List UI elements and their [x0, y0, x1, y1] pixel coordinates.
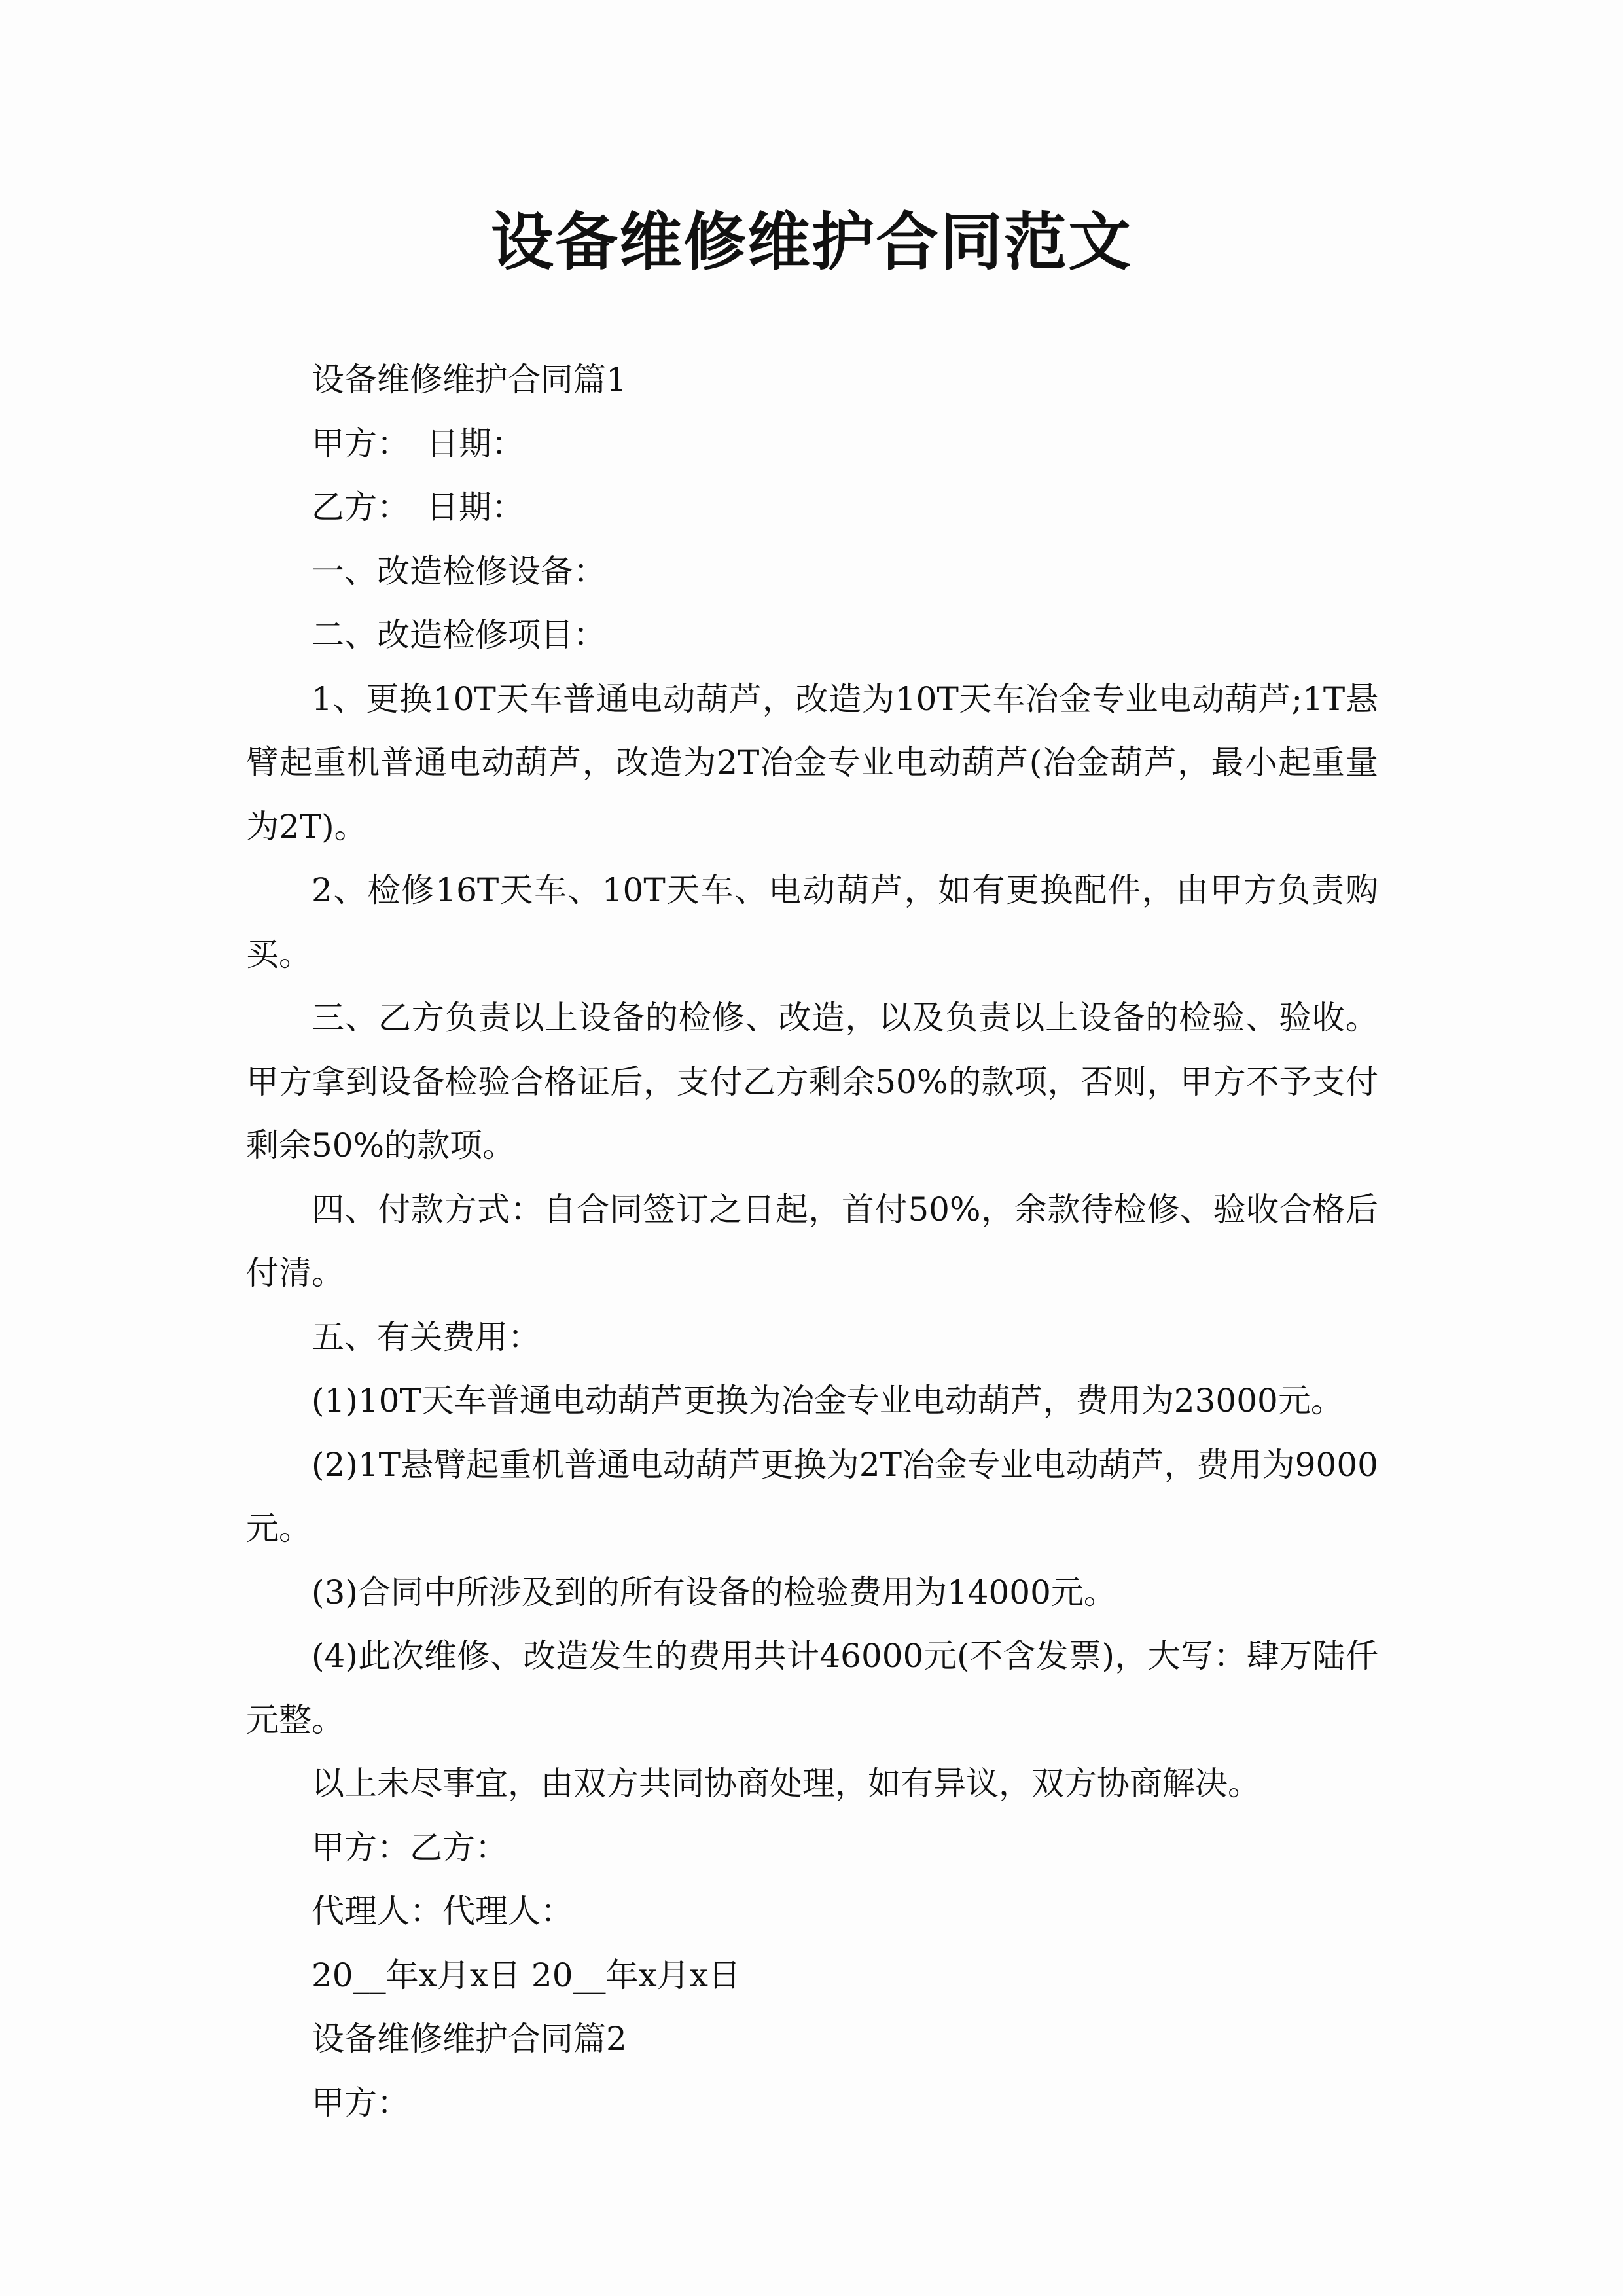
- clause-5-fees: 五、有关费用：: [312, 1318, 541, 1356]
- party-a-date-line: 甲方： 日期：: [312, 424, 524, 463]
- signature-dates: 20__年x月x日 20__年x月x日: [312, 1956, 741, 1994]
- item-1-replacement: 1、更换10T天车普通电动葫芦，改造为10T天车冶金专业电动葫芦;1T悬臂起重机普通电动葫芦，改造为2T冶金专业电动葫芦(冶金葫芦，最小起重量为2T)。: [246, 679, 1378, 846]
- clause-4-payment: 四、付款方式：自合同签订之日起，首付50%，余款待检修、验收合格后付清。: [246, 1190, 1378, 1292]
- clause-3-responsibility: 三、乙方负责以上设备的检修、改造，以及负责以上设备的检验、验收。甲方拿到设备检验合格证后，支付乙方剩余50%的款项，否则，甲方不予支付剩余50%的款项。: [246, 999, 1378, 1164]
- section-heading-1: 设备维修维护合同篇1: [312, 361, 627, 399]
- party-a-line-2: 甲方：: [312, 2083, 410, 2122]
- clause-2-items: 二、改造检修项目：: [312, 616, 606, 654]
- item-2-inspection: 2、检修16T天车、10T天车、电动葫芦，如有更换配件，由甲方负责购买。: [246, 871, 1378, 973]
- signature-parties: 甲方：乙方：: [312, 1828, 508, 1867]
- section-heading-2: 设备维修维护合同篇2: [312, 2020, 627, 2058]
- clause-1-equipment: 一、改造检修设备：: [312, 552, 606, 590]
- document-body: [246, 348, 1378, 2135]
- document-title: 设备维修维护合同范文: [491, 205, 1132, 279]
- fee-item-4-total: (4)此次维修、改造发生的费用共计46000元(不含发票)，大写：肆万陆仟元整。: [246, 1637, 1378, 1739]
- fee-item-3: (3)合同中所涉及到的所有设备的检验费用为14000元。: [312, 1573, 1116, 1611]
- party-b-date-line: 乙方： 日期：: [312, 488, 524, 526]
- signature-agents: 代理人：代理人：: [312, 1892, 573, 1930]
- fee-item-2: (2)1T悬臂起重机普通电动葫芦更换为2T冶金专业电动葫芦，费用为9000元。: [246, 1445, 1378, 1547]
- fee-item-1: (1)10T天车普通电动葫芦更换为冶金专业电动葫芦，费用为23000元。: [312, 1382, 1344, 1420]
- closing-clause: 以上未尽事宜，由双方共同协商处理，如有异议，双方协商解决。: [312, 1765, 1260, 1803]
